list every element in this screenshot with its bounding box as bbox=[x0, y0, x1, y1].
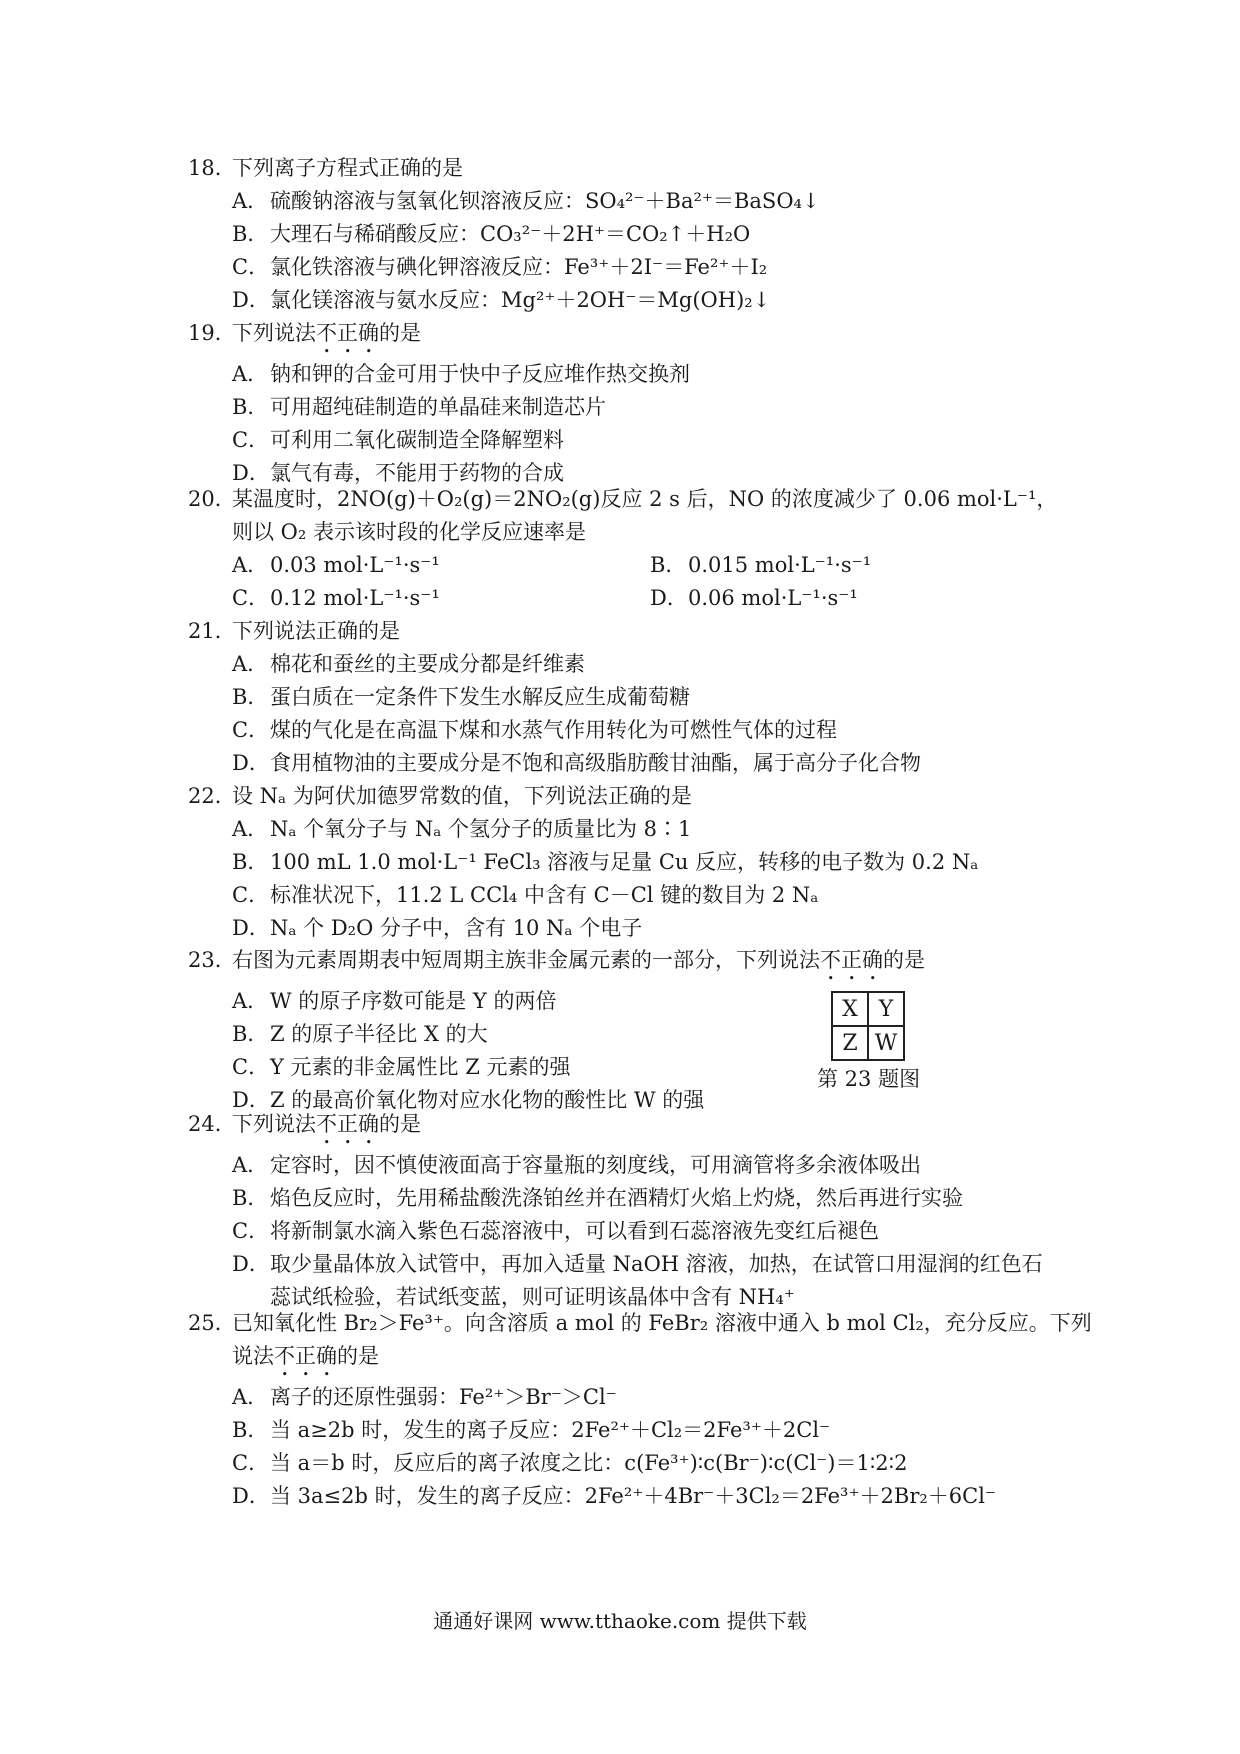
option-a: A． 棉花和蚕丝的主要成分都是纤维素 bbox=[232, 652, 585, 676]
option-b: B． 焰色反应时，先用稀盐酸洗涤铂丝并在酒精灯火焰上灼烧，然后再进行实验 bbox=[232, 1186, 963, 1210]
question-number: 24． bbox=[188, 1112, 236, 1136]
question-number: 19． bbox=[188, 321, 236, 345]
question-stem: 19． 下列说法不正确的是 bbox=[188, 317, 1068, 358]
emphasis-not-correct: 不正确 bbox=[316, 1112, 379, 1136]
element-cell-z: Z bbox=[832, 1026, 868, 1060]
question-stem: 24． 下列说法不正确的是 bbox=[188, 1108, 1068, 1149]
option-b: B． 蛋白质在一定条件下发生水解反应生成葡萄糖 bbox=[232, 685, 690, 709]
option-a: A． 钠和钾的合金可用于快中子反应堆作热交换剂 bbox=[232, 362, 690, 386]
option-a: A． 离子的还原性强弱：Fe²⁺＞Br⁻＞Cl⁻ bbox=[232, 1385, 617, 1409]
option-d: D． 氯气有毒，不能用于药物的合成 bbox=[232, 461, 564, 485]
option-b: B． 100 mL 1.0 mol·L⁻¹ FeCl₃ 溶液与足量 Cu 反应，转移的电子数为 0.2 Nₐ bbox=[232, 850, 979, 874]
question-stem-continued: 说法不正确的是 bbox=[232, 1344, 379, 1368]
option-c: C． 将新制氯水滴入紫色石蕊溶液中，可以看到石蕊溶液先变红后褪色 bbox=[232, 1219, 879, 1243]
option-a: A． 0.03 mol·L⁻¹·s⁻¹ bbox=[232, 553, 440, 577]
question-number: 22． bbox=[188, 784, 236, 808]
option-d: D． Nₐ 个 D₂O 分子中，含有 10 Nₐ 个电子 bbox=[232, 916, 643, 940]
option-d: D． 取少量晶体放入试管中，再加入适量 NaOH 溶液，加热，在试管口用湿润的红色石 bbox=[232, 1252, 1043, 1276]
option-d: D． Z 的最高价氧化物对应水化物的酸性比 W 的强 bbox=[232, 1088, 705, 1112]
option-d: D． 当 3a≤2b 时，发生的离子反应：2Fe²⁺＋4Br⁻＋3Cl₂＝2Fe³⁺＋2Br₂＋6Cl⁻ bbox=[232, 1484, 997, 1508]
question-22 bbox=[188, 780, 1068, 945]
option-d-continued: 蕊试纸检验，若试纸变蓝，则可证明该晶体中含有 NH₄⁺ bbox=[270, 1285, 795, 1309]
element-cell-y: Y bbox=[868, 992, 904, 1026]
question-25 bbox=[188, 1307, 1092, 1513]
question-20 bbox=[188, 483, 1068, 615]
option-c: C． 煤的气化是在高温下煤和水蒸气作用转化为可燃性气体的过程 bbox=[232, 718, 837, 742]
option-d: D． 食用植物油的主要成分是不饱和高级脂肪酸甘油酯，属于高分子化合物 bbox=[232, 751, 921, 775]
option-c: C． Y 元素的非金属性比 Z 元素的强 bbox=[232, 1055, 571, 1079]
option-row bbox=[188, 582, 1068, 615]
emphasis-not-correct: 不正确 bbox=[316, 321, 379, 345]
question-number: 25． bbox=[188, 1311, 236, 1335]
question-number: 18． bbox=[188, 156, 236, 180]
figure-caption: 第 23 题图 bbox=[817, 1067, 921, 1091]
option-c: C． 0.12 mol·L⁻¹·s⁻¹ bbox=[232, 586, 440, 610]
question-stem: 25． 已知氧化性 Br₂＞Fe³⁺。向含溶质 a mol 的 FeBr₂ 溶液中通入 b mol Cl₂，充分反应。下列 bbox=[188, 1307, 1068, 1340]
element-cell-x: X bbox=[832, 992, 868, 1026]
option-c: C． 标准状况下，11.2 L CCl₄ 中含有 C－Cl 键的数目为 2 Nₐ bbox=[232, 883, 819, 907]
question-stem: 21． 下列说法正确的是 bbox=[188, 615, 1068, 648]
option-c: C． 当 a＝b 时，反应后的离子浓度之比：c(Fe³⁺)∶c(Br⁻)∶c(Cl⁻)＝1∶2∶2 bbox=[232, 1451, 908, 1475]
option-c: C． 可利用二氧化碳制造全降解塑料 bbox=[232, 428, 564, 452]
option-b: B． 当 a≥2b 时，发生的离子反应：2Fe²⁺＋Cl₂＝2Fe³⁺＋2Cl⁻ bbox=[232, 1418, 831, 1442]
element-cell-w: W bbox=[868, 1026, 904, 1060]
emphasis-not-correct: 不正确 bbox=[274, 1344, 337, 1368]
option-a: A． 定容时，因不慎使液面高于容量瓶的刻度线，可用滴管将多余液体吸出 bbox=[232, 1153, 921, 1177]
option-b: B． 0.015 mol·L⁻¹·s⁻¹ bbox=[650, 553, 872, 577]
option-a: A． W 的原子序数可能是 Y 的两倍 bbox=[232, 989, 557, 1013]
question-stem: 20． 某温度时，2NO(g)＋O₂(g)＝2NO₂(g)反应 2 s 后，NO 的浓度减少了 0.06 mol·L⁻¹， bbox=[188, 483, 1068, 516]
option-b: B． 大理石与稀硝酸反应：CO₃²⁻＋2H⁺＝CO₂↑＋H₂O bbox=[232, 222, 751, 246]
question-19 bbox=[188, 317, 1068, 490]
question-stem: 22． 设 Nₐ 为阿伏加德罗常数的值，下列说法正确的是 bbox=[188, 780, 1068, 813]
question-stem-continued: 则以 O₂ 表示该时段的化学反应速率是 bbox=[232, 520, 586, 544]
option-row bbox=[188, 549, 1068, 582]
question-number: 21． bbox=[188, 619, 236, 643]
question-number: 23． bbox=[188, 948, 236, 972]
option-c: C． 氯化铁溶液与碘化钾溶液反应：Fe³⁺＋2I⁻＝Fe²⁺＋I₂ bbox=[232, 255, 768, 279]
option-d: D． 0.06 mol·L⁻¹·s⁻¹ bbox=[650, 586, 858, 610]
question-21 bbox=[188, 615, 1068, 780]
option-a: A． 硫酸钠溶液与氢氧化钡溶液反应：SO₄²⁻＋Ba²⁺＝BaSO₄↓ bbox=[232, 189, 820, 213]
question-stem: 18． 下列离子方程式正确的是 bbox=[188, 152, 1068, 185]
question-23 bbox=[188, 944, 1068, 1117]
page-footer: 通通好课网 www.tthaoke.com 提供下载 bbox=[433, 1609, 807, 1633]
option-b: B． 可用超纯硅制造的单晶硅来制造芯片 bbox=[232, 395, 606, 419]
question-number: 20． bbox=[188, 487, 236, 511]
periodic-table-fragment bbox=[831, 991, 905, 1061]
option-d: D． 氯化镁溶液与氨水反应：Mg²⁺＋2OH⁻＝Mg(OH)₂↓ bbox=[232, 288, 771, 312]
emphasis-not-correct: 不正确 bbox=[820, 948, 883, 972]
question-stem: 23． 右图为元素周期表中短周期主族非金属元素的一部分，下列说法不正确的是 bbox=[188, 944, 1068, 985]
element-grid bbox=[831, 991, 905, 1061]
option-b: B． Z 的原子半径比 X 的大 bbox=[232, 1022, 488, 1046]
question-24 bbox=[188, 1108, 1068, 1314]
option-a: A． Nₐ 个氧分子与 Nₐ 个氢分子的质量比为 8∶1 bbox=[232, 817, 692, 841]
question-18 bbox=[188, 152, 1068, 317]
